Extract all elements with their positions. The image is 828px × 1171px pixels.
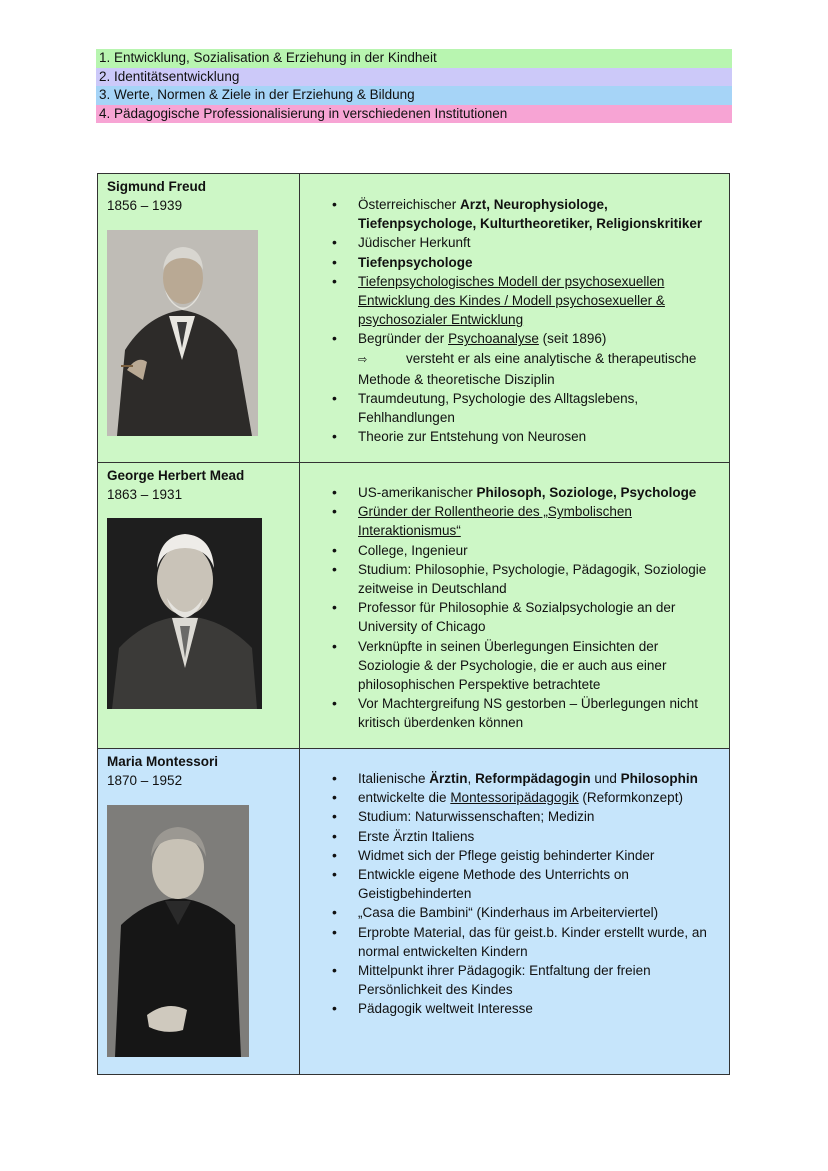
row-mead <box>98 462 729 748</box>
arrow-icon: ⇨ <box>358 353 368 366</box>
list-item: • Entwickle eigene Methode des Unterrichts on Geistigbehinderten <box>300 865 719 903</box>
person-years: 1870 – 1952 <box>107 773 183 788</box>
list-item: • US-amerikanischer Philosoph, Soziologe, Psychologe <box>300 483 719 502</box>
list-item: • Traumdeutung, Psychologie des Alltagslebens, Fehlhandlungen <box>300 389 719 427</box>
info-cell-mead <box>300 463 729 748</box>
info-list <box>300 483 719 733</box>
list-item: • Jüdischer Herkunft <box>300 233 719 252</box>
row-montessori <box>98 748 729 1074</box>
info-cell-freud <box>300 174 729 462</box>
list-item: • Mittelpunkt ihrer Pädagogik: Entfaltung der freien Persönlichkeit des Kindes <box>300 961 719 999</box>
list-item: • „Casa die Bambini“ (Kinderhaus im Arbeiterviertel) <box>300 903 719 922</box>
list-item: • Tiefenpsychologe <box>300 253 719 272</box>
person-cell-mead <box>98 463 300 748</box>
portrait-photo-freud <box>107 230 258 436</box>
list-item: • Pädagogik weltweit Interesse <box>300 999 719 1018</box>
person-cell-freud <box>98 174 300 462</box>
category-legend <box>96 49 732 123</box>
list-item: • Österreichischer Arzt, Neurophysiologe, Tiefenpsychologe, Kulturtheoretiker, Religionskritiker <box>300 195 719 233</box>
portrait-photo-montessori <box>107 805 249 1057</box>
list-item: • Studium: Philosophie, Psychologie, Pädagogik, Soziologie zeitweise in Deutschland <box>300 560 719 598</box>
person-years: 1856 – 1939 <box>107 198 183 213</box>
person-name: Sigmund Freud <box>107 179 206 194</box>
list-item: • Gründer der Rollentheorie des „Symbolischen Interaktionismus“ <box>300 502 719 540</box>
list-item: • Studium: Naturwissenschaften; Medizin <box>300 807 719 826</box>
persons-table <box>97 173 730 1075</box>
info-list <box>300 769 719 1019</box>
list-item: • Erste Ärztin Italiens <box>300 827 719 846</box>
person-name: Maria Montessori <box>107 754 219 769</box>
list-item: • Italienische Ärztin, Reformpädagogin und Philosophin <box>300 769 719 788</box>
list-item: • Tiefenpsychologisches Modell der psychosexuellen Entwicklung des Kindes / Modell psychosexueller & psychosozialer Entwicklung <box>300 272 719 330</box>
info-cell-montessori <box>300 749 729 1074</box>
row-freud <box>98 174 729 462</box>
person-name: George Herbert Mead <box>107 468 245 483</box>
category-2: 2. Identitätsentwicklung <box>96 68 732 87</box>
list-item: • Vor Machtergreifung NS gestorben – Überlegungen nicht kritisch überdenken können <box>300 694 719 732</box>
list-item: • Verknüpfte in seinen Überlegungen Einsichten der Soziologie & der Psychologie, die er auch aus einer philosophischen Perspektive betrachtete <box>300 637 719 695</box>
portrait-photo-mead <box>107 518 262 709</box>
person-years: 1863 – 1931 <box>107 487 183 502</box>
list-item: • Begründer der Psychoanalyse (seit 1896) ⇨ versteht er als eine analytische & therapeutische Methode & theoretische Disziplin <box>300 329 719 389</box>
category-3: 3. Werte, Normen & Ziele in der Erziehung & Bildung <box>96 86 732 105</box>
info-list <box>300 195 719 447</box>
list-item: • College, Ingenieur <box>300 541 719 560</box>
list-item: • entwickelte die Montessoripädagogik (Reformkonzept) <box>300 788 719 807</box>
category-4: 4. Pädagogische Professionalisierung in verschiedenen Institutionen <box>96 105 732 124</box>
list-item: • Professor für Philosophie & Sozialpsychologie an der University of Chicago <box>300 598 719 636</box>
list-item: • Erprobte Material, das für geist.b. Kinder erstellt wurde, an normal entwickelten Kindern <box>300 923 719 961</box>
list-item: • Widmet sich der Pflege geistig behinderter Kinder <box>300 846 719 865</box>
category-1: 1. Entwicklung, Sozialisation & Erziehung in der Kindheit <box>96 49 732 68</box>
list-item: • Theorie zur Entstehung von Neurosen <box>300 427 719 446</box>
person-cell-montessori <box>98 749 300 1074</box>
